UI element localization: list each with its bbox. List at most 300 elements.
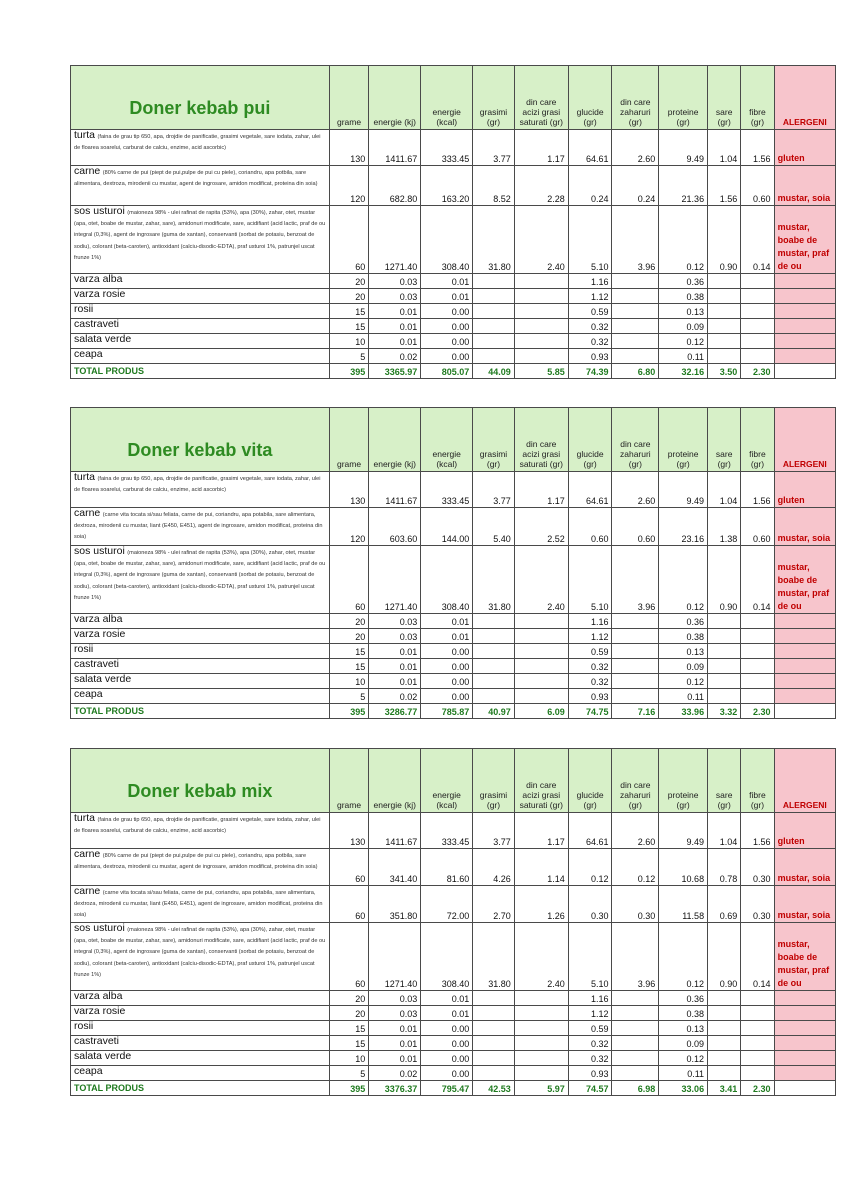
table-row — [71, 1021, 836, 1036]
saturati-value: 2.52 — [514, 508, 568, 546]
saturati-value: 2.28 — [514, 166, 568, 206]
proteine-value: 0.13 — [659, 644, 708, 659]
fibre-value: 0.14 — [741, 923, 774, 991]
total-sare: 3.41 — [708, 1081, 741, 1096]
energie-kj-value: 0.01 — [369, 1051, 421, 1066]
ingredient-cell — [71, 472, 330, 508]
table-title: Doner kebab mix — [71, 749, 330, 813]
grasimi-value — [473, 304, 515, 319]
total-allergen-blank — [774, 704, 835, 719]
glucide-value: 1.16 — [568, 614, 612, 629]
proteine-value: 0.11 — [659, 689, 708, 704]
grame-value: 130 — [329, 130, 368, 166]
energie-kj-value: 341.40 — [369, 849, 421, 886]
table-row — [71, 813, 836, 849]
saturati-value — [514, 289, 568, 304]
proteine-value: 0.12 — [659, 1051, 708, 1066]
allergen-cell — [774, 674, 835, 689]
saturati-value — [514, 991, 568, 1006]
col-header-glucide: glucide (gr) — [568, 66, 612, 130]
total-energie-kcal: 805.07 — [421, 364, 473, 379]
sare-value — [708, 629, 741, 644]
proteine-value: 0.38 — [659, 629, 708, 644]
allergen-cell: mustar, soia — [774, 849, 835, 886]
proteine-value: 23.16 — [659, 508, 708, 546]
fibre-value: 0.14 — [741, 546, 774, 614]
zaharuri-value — [612, 1036, 659, 1051]
total-saturati: 5.97 — [514, 1081, 568, 1096]
total-proteine: 33.96 — [659, 704, 708, 719]
ingredient-description: (maioneza 98% - ulei rafinat de rapita (53%), apa (30%), zahar, otet, mustar (apa, otet, boabe de mustar, zahar, sare), amidonuri modificate, sare, acidifiant (acid lactic, praf de ou integral (0,3%), agent de ingrosare (guma de xantan), conservanti (sorbat de potasiu, benzoat de sodiu), colorant (beta-caroten), antioxidant (calciu-disodic-EDTA), praf usturoi 1%, patrunjel uscat frunze 1%) — [74, 927, 326, 978]
energie-kj-value: 1411.67 — [369, 813, 421, 849]
energie-kcal-value: 333.45 — [421, 130, 473, 166]
zaharuri-value: 3.96 — [612, 206, 659, 274]
energie-kj-value: 0.03 — [369, 289, 421, 304]
total-energie-kj: 3365.97 — [369, 364, 421, 379]
grasimi-value: 4.26 — [473, 849, 515, 886]
ingredient-name: sos usturoi — [74, 545, 125, 557]
ingredient-cell — [71, 206, 330, 274]
proteine-value: 0.09 — [659, 319, 708, 334]
ingredient-description: (80% carne de pui (piept de pui,pulpe de pui cu piele), coriandru, apa potbila, sare alimentara, dextroza, mirodenii cu mustar, agent de ingrosare, amidon modificat, proteina din soia) — [74, 853, 318, 871]
saturati-value — [514, 659, 568, 674]
grasimi-value — [473, 274, 515, 289]
ingredient-cell — [71, 1006, 330, 1021]
grame-value: 120 — [329, 508, 368, 546]
energie-kj-value: 0.03 — [369, 629, 421, 644]
glucide-value: 0.32 — [568, 674, 612, 689]
allergen-cell: mustar, soia — [774, 886, 835, 923]
grasimi-value — [473, 349, 515, 364]
total-grame: 395 — [329, 364, 368, 379]
grasimi-value: 3.77 — [473, 130, 515, 166]
ingredient-name: varza rosie — [74, 628, 126, 640]
grame-value: 5 — [329, 1066, 368, 1081]
sare-value: 0.90 — [708, 546, 741, 614]
col-header-sare: sare (gr) — [708, 749, 741, 813]
grasimi-value: 31.80 — [473, 923, 515, 991]
table-title: Doner kebab vita — [71, 408, 330, 472]
energie-kj-value: 0.01 — [369, 1036, 421, 1051]
energie-kcal-value: 333.45 — [421, 472, 473, 508]
grame-value: 60 — [329, 206, 368, 274]
allergen-cell — [774, 644, 835, 659]
ingredient-name: turta — [74, 812, 96, 824]
total-zaharuri: 6.80 — [612, 364, 659, 379]
col-header-saturati: din care acizi grasi saturati (gr) — [514, 749, 568, 813]
energie-kj-value: 0.03 — [369, 274, 421, 289]
table-row — [71, 508, 836, 546]
grasimi-value — [473, 1066, 515, 1081]
table-row — [71, 319, 836, 334]
allergen-cell — [774, 659, 835, 674]
col-header-energie-kj: energie (kj) — [369, 408, 421, 472]
zaharuri-value — [612, 659, 659, 674]
proteine-value: 0.11 — [659, 349, 708, 364]
proteine-value: 0.12 — [659, 674, 708, 689]
grasimi-value: 8.52 — [473, 166, 515, 206]
fibre-value — [741, 674, 774, 689]
energie-kcal-value: 72.00 — [421, 886, 473, 923]
grame-value: 20 — [329, 1006, 368, 1021]
allergen-cell — [774, 629, 835, 644]
ingredient-cell — [71, 1021, 330, 1036]
total-label: TOTAL PRODUS — [71, 1081, 330, 1096]
col-header-glucide: glucide (gr) — [568, 408, 612, 472]
glucide-value: 1.12 — [568, 289, 612, 304]
zaharuri-value — [612, 629, 659, 644]
glucide-value: 1.12 — [568, 1006, 612, 1021]
proteine-value: 0.12 — [659, 546, 708, 614]
total-energie-kj: 3286.77 — [369, 704, 421, 719]
fibre-value — [741, 304, 774, 319]
col-header-grame: grame — [329, 749, 368, 813]
proteine-value: 0.12 — [659, 923, 708, 991]
fibre-value — [741, 629, 774, 644]
saturati-value — [514, 1036, 568, 1051]
energie-kcal-value: 0.00 — [421, 319, 473, 334]
total-grasimi: 42.53 — [473, 1081, 515, 1096]
nutrition-table-pui — [70, 65, 836, 379]
ingredient-cell — [71, 546, 330, 614]
allergen-cell — [774, 1036, 835, 1051]
glucide-value: 0.93 — [568, 689, 612, 704]
zaharuri-value — [612, 349, 659, 364]
proteine-value: 0.36 — [659, 614, 708, 629]
grasimi-value: 31.80 — [473, 546, 515, 614]
ingredient-cell — [71, 923, 330, 991]
proteine-value: 9.49 — [659, 472, 708, 508]
glucide-value: 64.61 — [568, 813, 612, 849]
fibre-value: 0.30 — [741, 886, 774, 923]
fibre-value — [741, 274, 774, 289]
saturati-value — [514, 1006, 568, 1021]
fibre-value: 0.60 — [741, 166, 774, 206]
saturati-value: 1.17 — [514, 813, 568, 849]
energie-kj-value: 1271.40 — [369, 923, 421, 991]
grasimi-value: 31.80 — [473, 206, 515, 274]
glucide-value: 64.61 — [568, 130, 612, 166]
table-row — [71, 472, 836, 508]
energie-kj-value: 0.01 — [369, 1021, 421, 1036]
col-header-proteine: proteine (gr) — [659, 749, 708, 813]
total-glucide: 74.39 — [568, 364, 612, 379]
zaharuri-value — [612, 689, 659, 704]
ingredient-name: ceapa — [74, 348, 103, 360]
col-header-energie-kcal: energie (kcal) — [421, 66, 473, 130]
grame-value: 20 — [329, 274, 368, 289]
allergen-cell: mustar, boabe de mustar, praf de ou — [774, 923, 835, 991]
fibre-value: 1.56 — [741, 813, 774, 849]
grame-value: 20 — [329, 991, 368, 1006]
proteine-value: 0.12 — [659, 206, 708, 274]
proteine-value: 9.49 — [659, 813, 708, 849]
grame-value: 10 — [329, 334, 368, 349]
allergen-cell: gluten — [774, 813, 835, 849]
sare-value — [708, 689, 741, 704]
col-header-proteine: proteine (gr) — [659, 408, 708, 472]
grame-value: 20 — [329, 629, 368, 644]
fibre-value — [741, 1066, 774, 1081]
grame-value: 15 — [329, 1036, 368, 1051]
energie-kcal-value: 0.00 — [421, 674, 473, 689]
grasimi-value: 2.70 — [473, 886, 515, 923]
total-row — [71, 704, 836, 719]
col-header-grame: grame — [329, 408, 368, 472]
ingredient-name: carne — [74, 885, 101, 897]
ingredient-cell — [71, 508, 330, 546]
glucide-value: 0.32 — [568, 659, 612, 674]
glucide-value: 5.10 — [568, 546, 612, 614]
saturati-value: 2.40 — [514, 923, 568, 991]
fibre-value — [741, 1036, 774, 1051]
glucide-value: 1.16 — [568, 991, 612, 1006]
grame-value: 20 — [329, 614, 368, 629]
col-header-fibre: fibre (gr) — [741, 66, 774, 130]
glucide-value: 0.12 — [568, 849, 612, 886]
zaharuri-value — [612, 674, 659, 689]
ingredient-cell — [71, 166, 330, 206]
energie-kj-value: 0.01 — [369, 659, 421, 674]
zaharuri-value — [612, 1021, 659, 1036]
col-header-grasimi: grasimi (gr) — [473, 408, 515, 472]
total-energie-kcal: 785.87 — [421, 704, 473, 719]
fibre-value — [741, 644, 774, 659]
sare-value: 1.56 — [708, 166, 741, 206]
glucide-value: 5.10 — [568, 923, 612, 991]
energie-kj-value: 0.03 — [369, 1006, 421, 1021]
col-header-zaharuri: din care zaharuri (gr) — [612, 749, 659, 813]
glucide-value: 5.10 — [568, 206, 612, 274]
sare-value: 1.04 — [708, 130, 741, 166]
energie-kcal-value: 308.40 — [421, 206, 473, 274]
ingredient-cell — [71, 274, 330, 289]
glucide-value: 0.24 — [568, 166, 612, 206]
proteine-value: 0.38 — [659, 289, 708, 304]
ingredient-name: ceapa — [74, 1065, 103, 1077]
total-label: TOTAL PRODUS — [71, 704, 330, 719]
grasimi-value: 3.77 — [473, 813, 515, 849]
total-proteine: 32.16 — [659, 364, 708, 379]
ingredient-description: (carne vita tocata si/sau feliata, carne de pui, coriandru, apa potabila, sare alimentara, dextroza, mirodenii cu mustar, liant (E450, E451), agent de ingrosare, amidon modificat, proteina din soia) — [74, 890, 323, 919]
nutrition-table-vita — [70, 407, 836, 719]
glucide-value: 1.16 — [568, 274, 612, 289]
grame-value: 15 — [329, 659, 368, 674]
table-row — [71, 644, 836, 659]
allergen-cell: gluten — [774, 472, 835, 508]
total-sare: 3.50 — [708, 364, 741, 379]
saturati-value — [514, 689, 568, 704]
glucide-value: 64.61 — [568, 472, 612, 508]
energie-kcal-value: 0.01 — [421, 1006, 473, 1021]
zaharuri-value: 0.24 — [612, 166, 659, 206]
energie-kcal-value: 144.00 — [421, 508, 473, 546]
energie-kj-value: 0.03 — [369, 614, 421, 629]
grasimi-value — [473, 334, 515, 349]
grasimi-value — [473, 1006, 515, 1021]
zaharuri-value — [612, 991, 659, 1006]
glucide-value: 0.32 — [568, 319, 612, 334]
allergen-cell: mustar, soia — [774, 508, 835, 546]
grame-value: 120 — [329, 166, 368, 206]
proteine-value: 21.36 — [659, 166, 708, 206]
ingredient-name: ceapa — [74, 688, 103, 700]
glucide-value: 0.30 — [568, 886, 612, 923]
total-fibre: 2.30 — [741, 364, 774, 379]
energie-kcal-value: 0.01 — [421, 274, 473, 289]
allergen-cell: mustar, soia — [774, 166, 835, 206]
table-row — [71, 991, 836, 1006]
zaharuri-value — [612, 334, 659, 349]
ingredient-name: varza alba — [74, 613, 123, 625]
sare-value: 0.78 — [708, 849, 741, 886]
allergen-cell — [774, 614, 835, 629]
table-row — [71, 659, 836, 674]
proteine-value: 0.36 — [659, 991, 708, 1006]
grame-value: 60 — [329, 546, 368, 614]
grasimi-value — [473, 991, 515, 1006]
fibre-value — [741, 1021, 774, 1036]
allergen-cell — [774, 1066, 835, 1081]
table-row — [71, 614, 836, 629]
energie-kcal-value: 81.60 — [421, 849, 473, 886]
zaharuri-value: 0.30 — [612, 886, 659, 923]
zaharuri-value — [612, 319, 659, 334]
grame-value: 10 — [329, 674, 368, 689]
total-row — [71, 1081, 836, 1096]
fibre-value — [741, 289, 774, 304]
energie-kj-value: 0.02 — [369, 349, 421, 364]
ingredient-description: (maioneza 98% - ulei rafinat de rapita (53%), apa (30%), zahar, otet, mustar (apa, otet, boabe de mustar, zahar, sare), amidonuri modificate, sare, acidifiant (acid lactic, praf de ou integral (0,3%), agent de ingrosare (guma de xantan), conservanti (sorbat de potasiu, benzoat de sodiu), colorant (beta-caroten), antioxidant (calciu-disodic-EDTA), praf usturoi 1%, patrunjel uscat frunze 1%) — [74, 550, 326, 601]
total-energie-kcal: 795.47 — [421, 1081, 473, 1096]
ingredient-name: varza alba — [74, 990, 123, 1002]
table-row — [71, 689, 836, 704]
ingredient-name: rosii — [74, 643, 94, 655]
allergen-cell — [774, 1006, 835, 1021]
grame-value: 130 — [329, 813, 368, 849]
zaharuri-value: 2.60 — [612, 130, 659, 166]
total-zaharuri: 6.98 — [612, 1081, 659, 1096]
saturati-value — [514, 304, 568, 319]
energie-kcal-value: 0.01 — [421, 289, 473, 304]
table-row — [71, 274, 836, 289]
saturati-value — [514, 334, 568, 349]
proteine-value: 9.49 — [659, 130, 708, 166]
table-row — [71, 849, 836, 886]
fibre-value: 0.14 — [741, 206, 774, 274]
total-saturati: 6.09 — [514, 704, 568, 719]
grame-value: 5 — [329, 689, 368, 704]
allergen-cell — [774, 689, 835, 704]
fibre-value: 1.56 — [741, 130, 774, 166]
energie-kj-value: 0.02 — [369, 1066, 421, 1081]
col-header-saturati: din care acizi grasi saturati (gr) — [514, 408, 568, 472]
total-zaharuri: 7.16 — [612, 704, 659, 719]
energie-kj-value: 0.01 — [369, 319, 421, 334]
sare-value — [708, 349, 741, 364]
allergen-cell — [774, 991, 835, 1006]
saturati-value — [514, 319, 568, 334]
energie-kcal-value: 0.00 — [421, 659, 473, 674]
ingredient-description: (carne vita tocata si/sau feliata, carne de pui, coriandru, apa potabila, sare alimentara, dextroza, mirodenii cu mustar, liant (E450, E451), agent de ingrosare, amidon modificat, proteina din soia) — [74, 512, 323, 541]
grame-value: 60 — [329, 886, 368, 923]
total-grasimi: 40.97 — [473, 704, 515, 719]
fibre-value — [741, 689, 774, 704]
ingredient-name: varza rosie — [74, 288, 126, 300]
col-header-fibre: fibre (gr) — [741, 408, 774, 472]
zaharuri-value: 3.96 — [612, 923, 659, 991]
fibre-value: 0.60 — [741, 508, 774, 546]
total-row — [71, 364, 836, 379]
glucide-value: 0.59 — [568, 1021, 612, 1036]
total-fibre: 2.30 — [741, 704, 774, 719]
col-header-zaharuri: din care zaharuri (gr) — [612, 66, 659, 130]
table-row — [71, 1051, 836, 1066]
glucide-value: 0.32 — [568, 1051, 612, 1066]
ingredient-name: rosii — [74, 1020, 94, 1032]
allergen-cell — [774, 1051, 835, 1066]
grame-value: 60 — [329, 849, 368, 886]
fibre-value — [741, 991, 774, 1006]
fibre-value — [741, 349, 774, 364]
table-row — [71, 166, 836, 206]
ingredient-name: turta — [74, 129, 96, 141]
zaharuri-value — [612, 1066, 659, 1081]
sare-value — [708, 274, 741, 289]
energie-kcal-value: 0.01 — [421, 614, 473, 629]
grame-value: 15 — [329, 304, 368, 319]
allergen-cell: mustar, boabe de mustar, praf de ou — [774, 546, 835, 614]
energie-kcal-value: 308.40 — [421, 923, 473, 991]
zaharuri-value: 2.60 — [612, 813, 659, 849]
ingredient-name: rosii — [74, 303, 94, 315]
ingredient-cell — [71, 886, 330, 923]
energie-kcal-value: 0.00 — [421, 1051, 473, 1066]
grame-value: 130 — [329, 472, 368, 508]
ingredient-cell — [71, 674, 330, 689]
saturati-value — [514, 629, 568, 644]
ingredient-name: varza alba — [74, 273, 123, 285]
ingredient-cell — [71, 130, 330, 166]
total-grame: 395 — [329, 704, 368, 719]
table-row — [71, 349, 836, 364]
grasimi-value — [473, 614, 515, 629]
energie-kj-value: 351.80 — [369, 886, 421, 923]
allergen-cell: mustar, boabe de mustar, praf de ou — [774, 206, 835, 274]
fibre-value — [741, 614, 774, 629]
col-header-energie-kcal: energie (kcal) — [421, 749, 473, 813]
ingredient-description: (maioneza 98% - ulei rafinat de rapita (53%), apa (30%), zahar, otet, mustar (apa, otet, boabe de mustar, zahar, sare), amidonuri modificate, sare, acidifiant (acid lactic, praf de ou integral (0,3%), agent de ingrosare (guma de xantan), conservanti (sorbat de potasiu, benzoat de sodiu), colorant (beta-caroten), antioxidant (calciu-disodic-EDTA), praf usturoi 1%, patrunjel uscat frunze 1%) — [74, 210, 326, 261]
ingredient-cell — [71, 334, 330, 349]
saturati-value — [514, 1066, 568, 1081]
grame-value: 15 — [329, 319, 368, 334]
table-row — [71, 130, 836, 166]
proteine-value: 0.13 — [659, 1021, 708, 1036]
ingredient-cell — [71, 349, 330, 364]
zaharuri-value — [612, 1006, 659, 1021]
sare-value: 1.04 — [708, 813, 741, 849]
glucide-value: 0.93 — [568, 1066, 612, 1081]
glucide-value: 0.32 — [568, 334, 612, 349]
total-glucide: 74.57 — [568, 1081, 612, 1096]
energie-kcal-value: 0.01 — [421, 629, 473, 644]
table-row — [71, 886, 836, 923]
col-header-grasimi: grasimi (gr) — [473, 749, 515, 813]
sare-value: 0.90 — [708, 923, 741, 991]
sare-value — [708, 1051, 741, 1066]
energie-kcal-value: 163.20 — [421, 166, 473, 206]
col-header-fibre: fibre (gr) — [741, 749, 774, 813]
